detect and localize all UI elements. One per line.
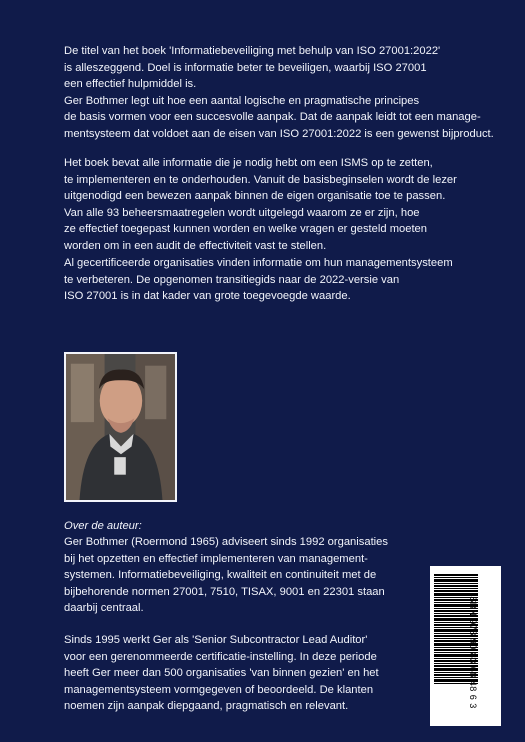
author-bio-line: Ger Bothmer (Roermond 1965) adviseert sinds 1992 organisaties xyxy=(64,536,388,549)
intro-line: de basis vormen voor een succesvolle aanpak. Dat de aanpak leidt tot een manage- xyxy=(64,111,481,124)
paragraph-gap xyxy=(64,616,400,632)
intro-line: een effectief hulpmiddel is. xyxy=(64,78,197,91)
intro-line: mentsysteem dat voldoet aan de eisen van ISO 27001:2022 is een gewenst bijproduct. xyxy=(64,127,494,140)
barcode-inner xyxy=(434,574,497,718)
intro-line: is alleszeggend. Doel is informatie beter te beveiligen, waarbij ISO 27001 xyxy=(64,61,427,74)
barcode-bar xyxy=(434,588,478,589)
body-line: worden om in een audit de effectiviteit vast te stellen. xyxy=(64,239,327,252)
author-photo xyxy=(64,352,177,502)
author-photo-image xyxy=(66,354,175,500)
body-line: te implementeren en te onderhouden. Vanuit de basisbeginselen wordt de lezer xyxy=(64,173,457,186)
barcode-bar xyxy=(434,579,478,582)
barcode-bar xyxy=(434,577,478,578)
author-bio-line: systemen. Informatiebeveiliging, kwaliteit en continuiteit met de xyxy=(64,569,377,582)
intro-paragraph xyxy=(64,43,507,143)
author-career-line: voor een gerenommeerde certificatie-instelling. In deze periode xyxy=(64,650,377,663)
author-bio-line: bijbehorende normen 27001, 7510, TISAX, 9001 en 22301 staan xyxy=(64,585,385,598)
certified-paragraph xyxy=(64,255,507,305)
certified-line: Al gecertificeerde organisaties vinden informatie om hun managementsysteem xyxy=(64,257,453,269)
author-career-line: heeft Ger meer dan 500 organisaties 'van binnen gezien' en het xyxy=(64,667,379,680)
author-section xyxy=(64,518,400,714)
barcode-bar xyxy=(434,583,478,584)
body-line: Van alle 93 beheersmaatregelen wordt uitgelegd waarom ze er zijn, hoe xyxy=(64,206,420,219)
certified-line: ISO 27001 is in dat kader van grote toegevoegde waarde. xyxy=(64,290,351,303)
certified-line: te verbeteren. De opgenomen transitiegids naar de 2022-versie van xyxy=(64,273,400,286)
body-line: Het boek bevat alle informatie die je nodig hebt om een ISMS op te zetten, xyxy=(64,157,433,169)
author-career-line: Sinds 1995 werkt Ger als 'Senior Subcontractor Lead Auditor' xyxy=(64,634,368,647)
isbn-text: ISBN 978 90 83 68 48 6 3 xyxy=(468,593,479,709)
intro-line: Ger Bothmer legt uit hoe een aantal logische en pragmatische principes xyxy=(64,94,420,107)
author-bio-line: daarbij centraal. xyxy=(64,602,144,615)
body-paragraph xyxy=(64,155,507,255)
author-title: Over de auteur: xyxy=(64,520,142,532)
barcode-bar xyxy=(434,574,478,576)
barcode-bar xyxy=(434,590,478,592)
author-career-line: managementsysteem vormgegeven of beoordeeld. De klanten xyxy=(64,683,374,696)
intro-line: De titel van het boek 'Informatiebeveiliging met behulp van ISO 27001:2022' xyxy=(64,45,441,57)
author-career-line: noemen zijn aanpak diepgaand, pragmatisch en relevant. xyxy=(64,700,349,713)
author-bio-line: bij het opzetten en effectief implementeren van management- xyxy=(64,552,368,565)
barcode xyxy=(430,566,501,726)
barcode-bar xyxy=(434,585,478,587)
body-line: uitgenodigd een bewezen aanpak binnen de eigen organisatie toe te passen. xyxy=(64,190,446,203)
body-line: ze effectief toegepast kunnen worden en welke vragen er gesteld moeten xyxy=(64,223,428,236)
